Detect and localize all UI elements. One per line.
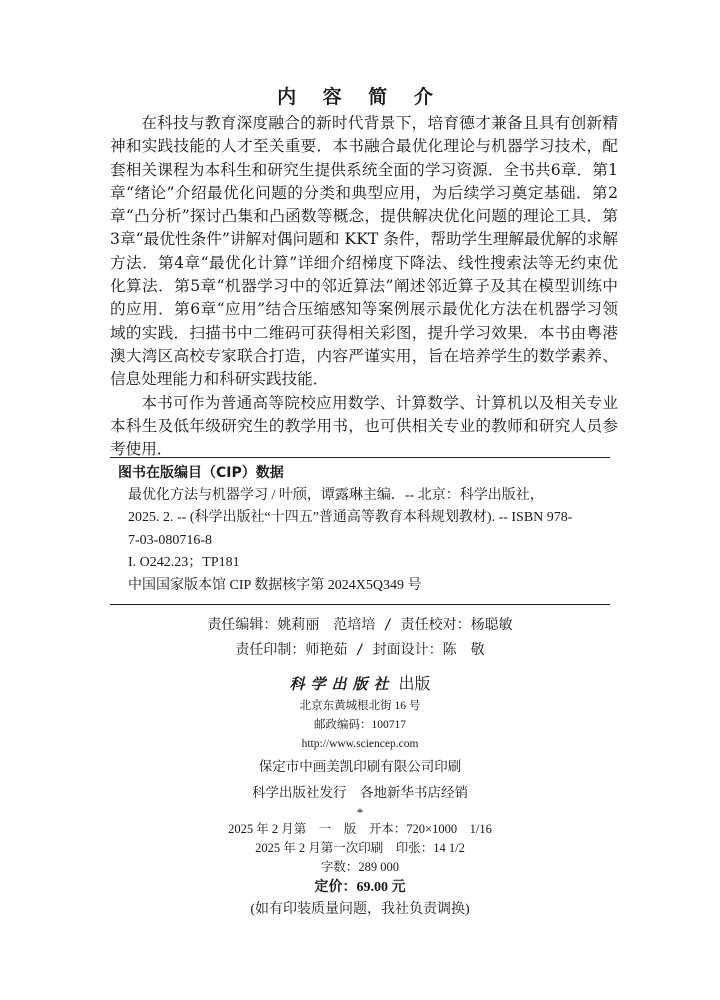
printing-info: 2025 年 2 月第一次印刷 印张：14 1/2 — [255, 841, 465, 855]
printer-info: 保定市中画美凯印刷有限公司印刷 — [258, 759, 462, 774]
publisher-name — [0, 672, 720, 697]
divider-top — [110, 457, 610, 458]
summary-paragraph: 本书可作为普通高等院校应用数学、计算数学、计算机以及相关专业本科生及低年级研究生的教学用书，也可供相关专业的教师和研究人员参考使用． — [110, 393, 618, 459]
separator-star: * — [356, 805, 364, 820]
publisher-postcode: 邮政编码：100717 — [314, 719, 406, 731]
distribution-info: 科学出版社发行 各地新华书店经销 — [252, 785, 468, 800]
credits-line-editors: 责任编辑：姚莉丽 范培培 / 责任校对：杨聪敏 — [207, 617, 513, 633]
quality-note: (如有印装质量问题，我社负责调换) — [250, 902, 470, 917]
cip-line: 中国国家版本馆 CIP 数据核字第 2024X5Q349 号 — [128, 577, 422, 593]
summary-paragraph: 在科技与教育深度融合的新时代背景下，培育德才兼备且具有创新精神和实践技能的人才至关重要．本书融合最优化理论与机器学习技术，配套相关课程为本科生和研究生提供系统全面的学习资源．全书共6章．第1章“绪论”介绍最优化问题的分类和典型应用，为后续学习奠定基础．第2章“凸分析”探讨凸集和凸函数等概念，提供解决优化问题的理论工具．第3章“最优性条件”讲解对偶问题和 KKT 条件，帮助学生理解最优解的求解方法．第4章“最优化计算”详细介绍梯度下降法、线性搜索法等无约束优化算法．第5章“机器学习中的邻近算法”阐述邻近算子及其在模型训练中的应用．第6章“应用”结合压缩感知等案例展示最优化方法在机器学习领域的实践．扫描书中二维码可获得相关彩图，提升学习效果．本书由粤港澳大湾区高校专家联合打造，内容严谨实用，旨在培养学生的数学素养、信息处理能力和科研实践技能． — [110, 114, 618, 389]
publisher-block — [0, 672, 720, 921]
publisher-name-suffix: 出版 — [398, 676, 431, 693]
credits-block — [0, 613, 720, 663]
price: 定价：69.00 元 — [314, 880, 406, 895]
publisher-website: http://www.sciencep.com — [301, 738, 419, 750]
cip-line: 2025. 2. -- (科学出版社“十四五”普通高等教育本科规划教材). -- ISBN 978- — [128, 510, 573, 525]
cip-block — [118, 462, 618, 597]
credits-line-printing: 责任印制：师艳茹 / 封面设计：陈 敬 — [235, 642, 485, 658]
book-summary — [110, 112, 618, 461]
cip-line: 7-03-080716-8 — [128, 532, 212, 548]
divider-bottom — [110, 604, 610, 605]
cip-heading: 图书在版编目（CIP）数据 — [118, 465, 284, 481]
edition-info: 2025 年 2 月第 一 版 开本：720×1000 1/16 — [228, 822, 492, 836]
publisher-address: 北京东黄城根北街 16 号 — [299, 700, 421, 712]
section-title: 内 容 简 介 — [277, 86, 443, 108]
cip-line: I. O242.23；TP181 — [128, 555, 240, 570]
publisher-logo: 科学出版社 — [289, 675, 395, 693]
word-count: 字数：289 000 — [320, 860, 400, 874]
cip-line: 最优化方法与机器学习 / 叶颀，谭露琳主编．-- 北京：科学出版社， — [128, 487, 544, 503]
